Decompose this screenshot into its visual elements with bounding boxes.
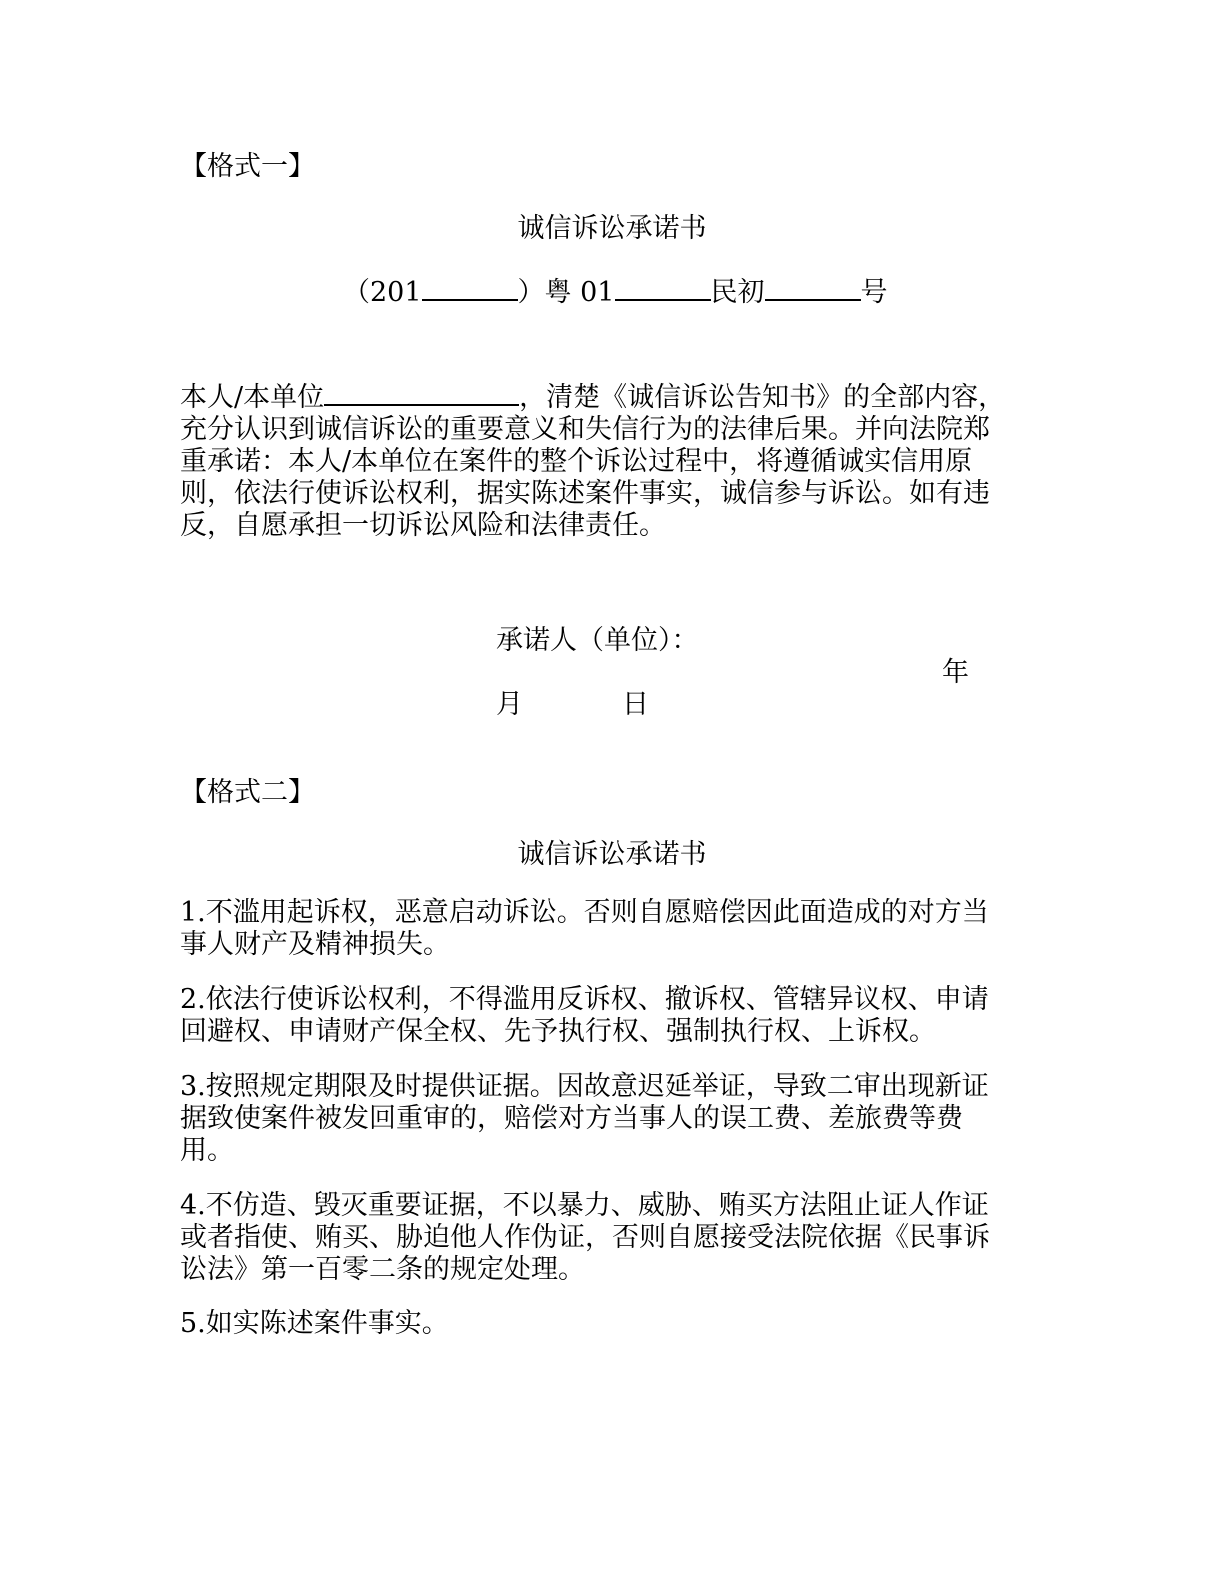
format1-heading: 【格式一】 — [180, 151, 315, 182]
list-item: 4.不仿造、毁灭重要证据，不以暴力、威胁、贿买方法阻止证人作证或者指使、贿买、胁迫他人作伪证，否则自愿接受法院依据《民事诉讼法》第一百零二条的规定处理。 — [180, 1190, 990, 1285]
case-number-type: 民初 — [710, 277, 765, 308]
case-middle-blank[interactable] — [615, 277, 711, 301]
format1-title: 诚信诉讼承诺书 — [517, 213, 707, 244]
list-item: 1.不滥用起诉权，恶意启动诉讼。否则自愿赔偿因此面造成的对方当事人财产及精神损失。 — [180, 897, 989, 960]
signer-label: 承诺人（单位）： — [496, 625, 699, 656]
case-serial-blank[interactable] — [765, 277, 861, 301]
format2-title: 诚信诉讼承诺书 — [517, 839, 707, 870]
commitment-lead: 本人/本单位 — [180, 382, 325, 413]
format2-heading: 【格式二】 — [180, 777, 315, 808]
list-item: 5.如实陈述案件事实。 — [180, 1308, 449, 1339]
list-item: 3.按照规定期限及时提供证据。因故意迟延举证，导致二审出现新证据致使案件被发回重审的，赔偿对方当事人的误工费、差旅费等费用。 — [180, 1071, 989, 1166]
case-number-court: ）粤 01 — [517, 277, 615, 308]
commitment-paragraph — [180, 382, 1015, 542]
party-name-blank[interactable] — [324, 382, 519, 406]
case-number-line — [343, 270, 888, 309]
case-year-blank[interactable] — [422, 277, 518, 301]
date-month: 月 — [496, 689, 523, 720]
commitment-body: ，清楚《诚信诉讼告知书》的全部内容，充分认识到诚信诉讼的重要意义和失信行为的法律后果。并向法院郑重承诺：本人/本单位在案件的整个诉讼过程中，将遵循诚实信用原则，依法行使诉讼权利，据实陈述案件事实，诚信参与诉讼。如有违反，自愿承担一切诉讼风险和法律责任。 — [180, 382, 1006, 541]
list-item: 2.依法行使诉讼权利，不得滥用反诉权、撤诉权、管辖异议权、申请回避权、申请财产保全权、先予执行权、强制执行权、上诉权。 — [180, 984, 989, 1047]
date-day: 日 — [622, 689, 649, 720]
case-number-open: （201 — [343, 277, 422, 308]
case-number-end: 号 — [860, 277, 888, 308]
date-year: 年 — [942, 657, 969, 688]
